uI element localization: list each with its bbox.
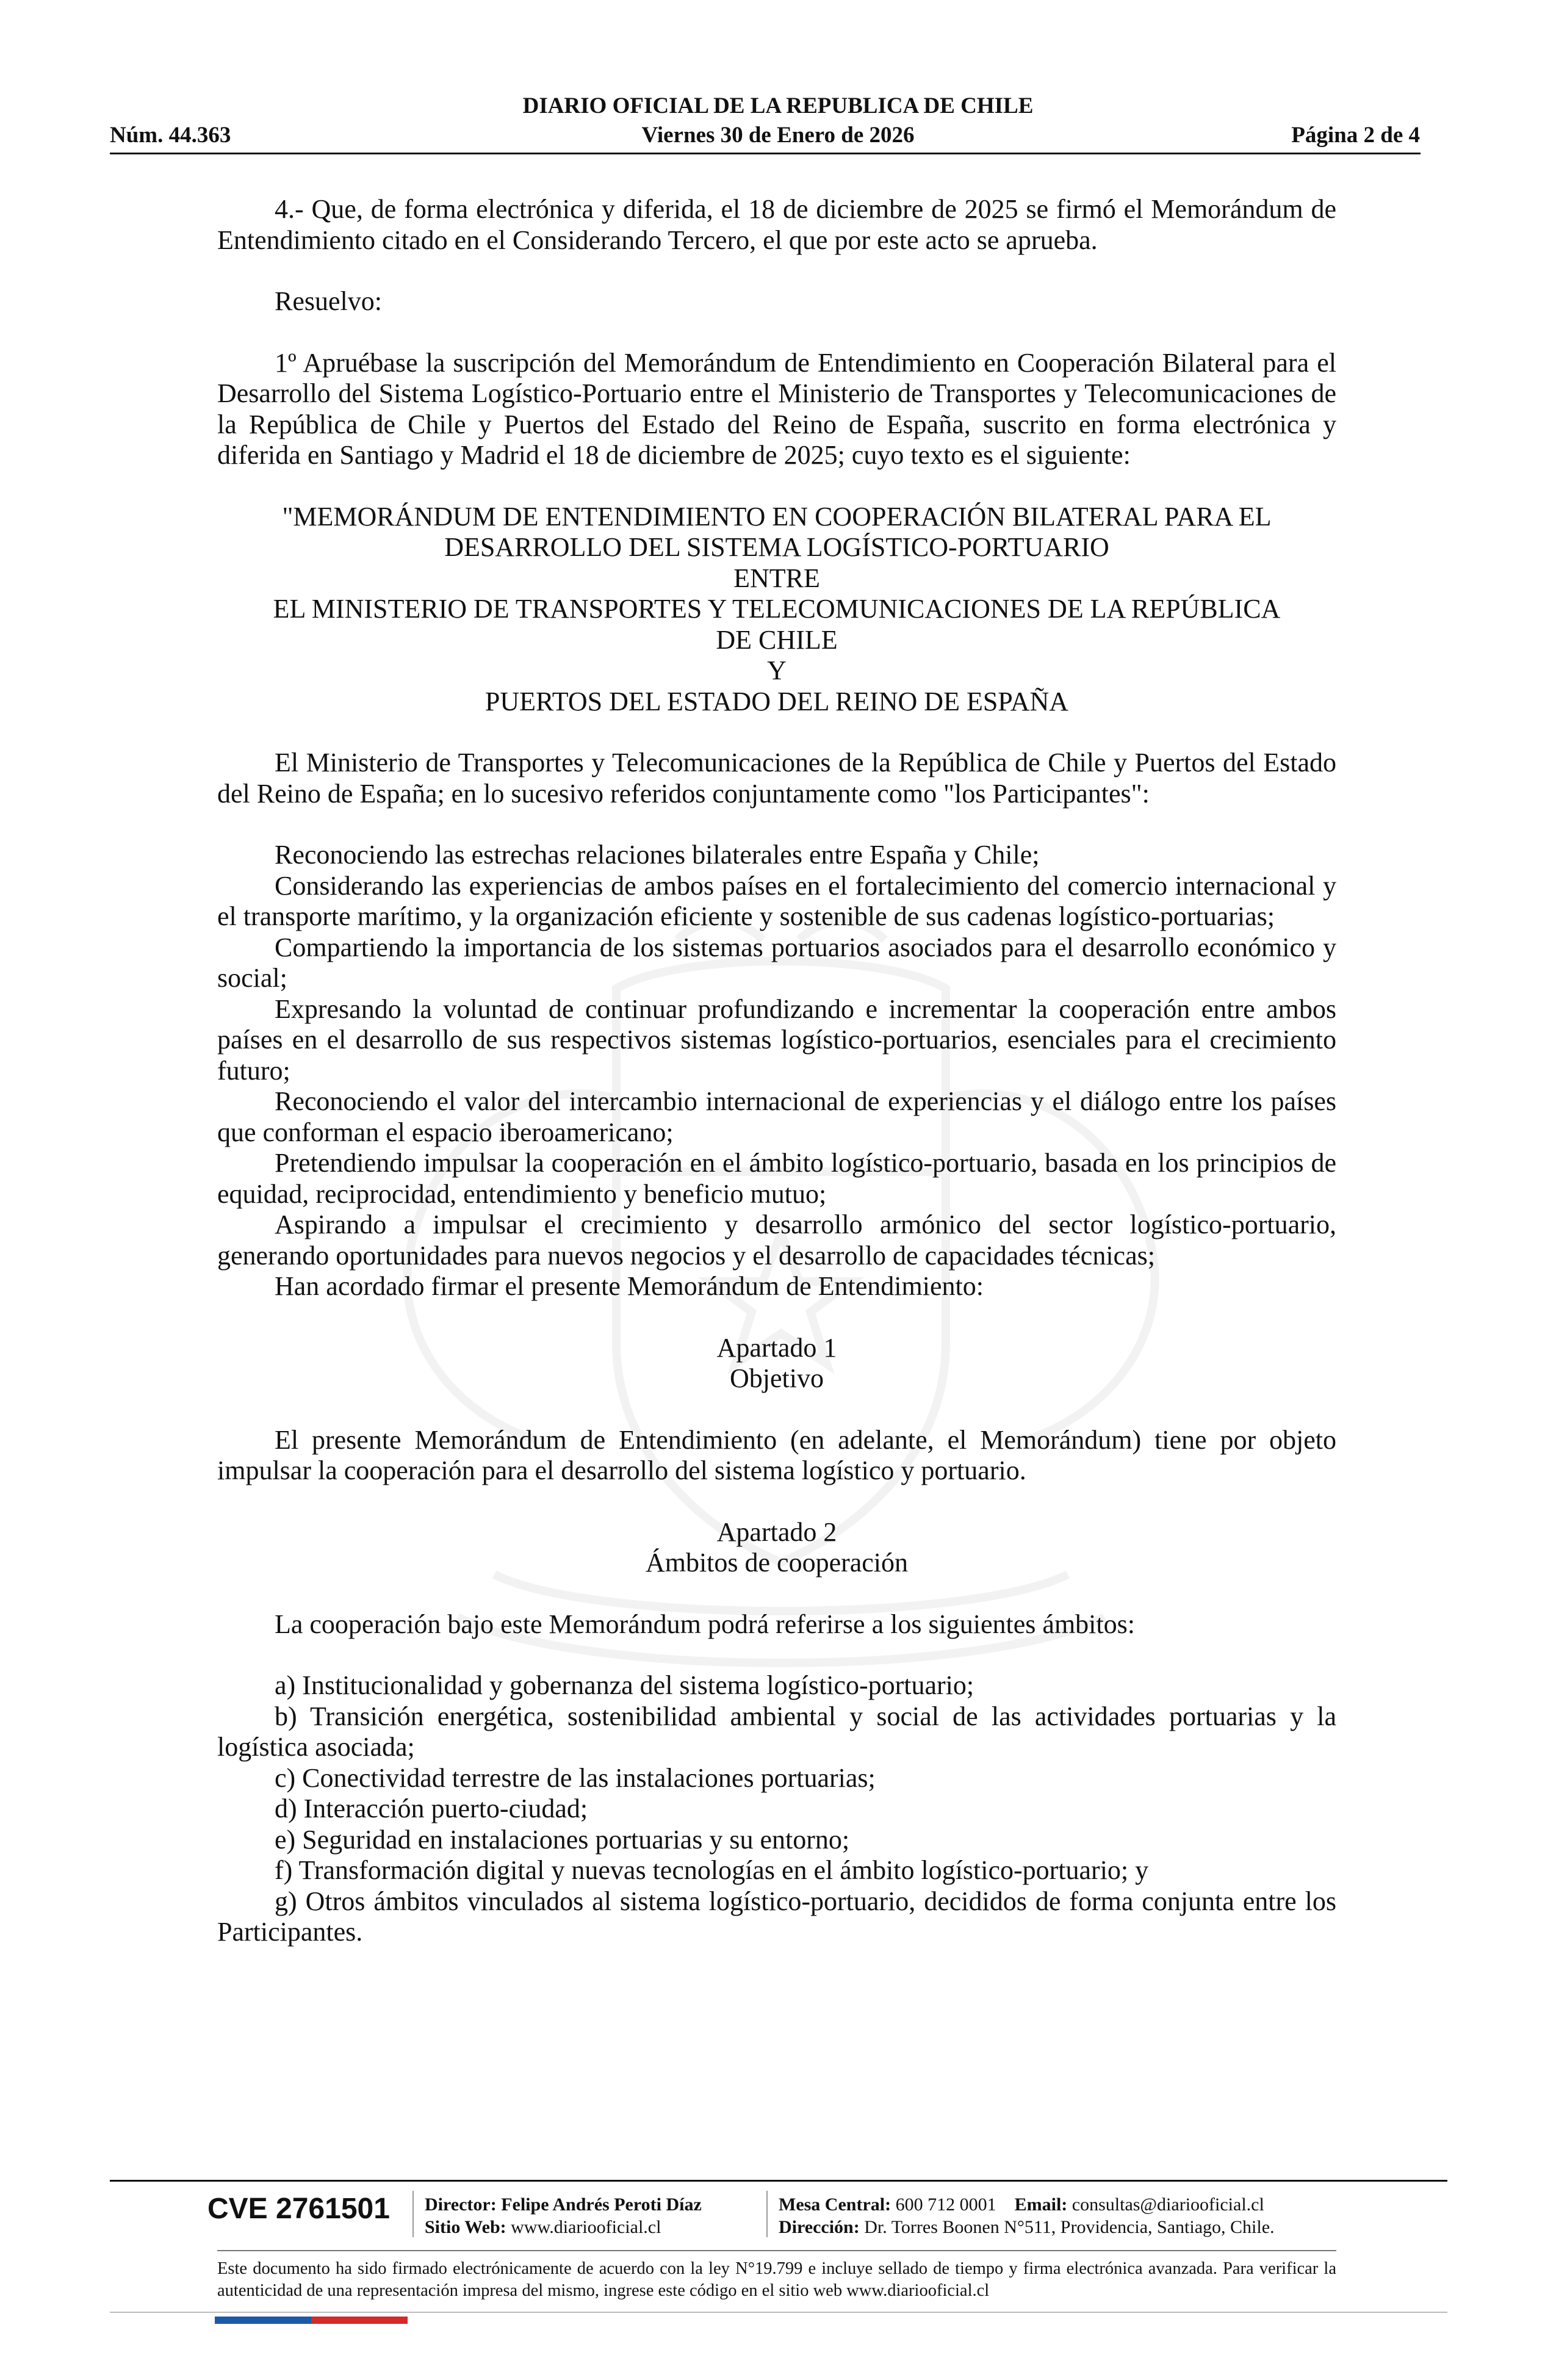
issue-date: Viernes 30 de Enero de 2026: [641, 123, 915, 148]
recitals-list: [217, 840, 1336, 1302]
section-1-text: El presente Memorándum de Entendimiento (en adelante, el Memorándum) tiene por objeto impulsar la cooperación para el desarrollo del sistema logístico y portuario.: [217, 1424, 1336, 1485]
director-name: Felipe Andrés Peroti Díaz: [501, 2194, 702, 2215]
page-indicator: Página 2 de 4: [1291, 123, 1420, 148]
memo-title-line: "MEMORÁNDUM DE ENTENDIMIENTO EN COOPERACIÓN BILATERAL PARA EL: [282, 501, 1272, 532]
document-body: [217, 194, 1336, 1948]
scope-item: f) Transformación digital y nuevas tecnologías en el ámbito logístico-portuario; y: [275, 1855, 1149, 1885]
memo-title-line: DE CHILE: [716, 624, 838, 655]
email-label: Email:: [1014, 2194, 1068, 2215]
resuelvo-heading: Resuelvo:: [275, 286, 382, 316]
recital-item: Reconociendo las estrechas relaciones bilaterales entre España y Chile;: [275, 840, 1040, 870]
memo-title-line: PUERTOS DEL ESTADO DEL REINO DE ESPAÑA: [484, 686, 1069, 716]
mesa-label: Mesa Central:: [779, 2194, 891, 2215]
scope-item: g) Otros ámbitos vinculados al sistema logístico-portuario, decididos de forma conjunta entre los Participantes.: [217, 1886, 1336, 1947]
section-1-title: Objetivo: [730, 1363, 824, 1393]
scope-item: e) Seguridad en instalaciones portuarias y su entorno;: [275, 1824, 850, 1855]
memo-title: [217, 502, 1336, 718]
footer-director-block: [425, 2193, 702, 2238]
memo-intro: El Ministerio de Transportes y Telecomunicaciones de la República de Chile y Puertos del Estado del Reino de España; en lo sucesivo referidos conjuntamente como "los Participantes":: [217, 748, 1336, 809]
footer-divider: [110, 2180, 1447, 2182]
recital-item: Pretendiendo impulsar la cooperación en el ámbito logístico-portuario, basada en los principios de equidad, reciprocidad, entendimiento y beneficio mutuo;: [217, 1148, 1336, 1209]
recital-item: Han acordado firmar el presente Memorándum de Entendimiento:: [275, 1271, 984, 1301]
scope-list: [217, 1670, 1336, 1948]
memo-title-line: Y: [767, 655, 787, 685]
scope-item: c) Conectividad terrestre de las instalaciones portuarias;: [275, 1762, 876, 1793]
legal-notice: Este documento ha sido firmado electrónicamente de acuerdo con la ley N°19.799 e incluye sellado de tiempo y firma electrónica avanzada. Para verificar la autenticidad de una representación impresa del mismo, ingrese este código en el sitio web www.diariooficial.cl: [217, 2259, 1336, 2300]
site-link[interactable]: www.diariooficial.cl: [511, 2217, 661, 2237]
footer-contact-block: [779, 2193, 1275, 2238]
footer-inner-divider: [217, 2250, 1336, 2251]
memo-title-line: EL MINISTERIO DE TRANSPORTES Y TELECOMUNICACIONES DE LA REPÚBLICA: [273, 594, 1281, 624]
footer-separator: [766, 2191, 768, 2237]
recital-item: Compartiendo la importancia de los sistemas portuarios asociados para el desarrollo económico y social;: [217, 932, 1336, 993]
resolution-1: 1º Apruébase la suscripción del Memorándum de Entendimiento en Cooperación Bilateral para el Desarrollo del Sistema Logístico-Portuario entre el Ministerio de Transportes y Telecomunicaciones de la República de Chile y Puertos del Estado del Reino de España, suscrito en forma electrónica y diferida en Santiago y Madrid el 18 de diciembre de 2025; cuyo texto es el siguiente:: [217, 347, 1336, 470]
recital-item: Considerando las experiencias de ambos países en el fortalecimiento del comercio internacional y el transporte marítimo, y la organización eficiente y sostenible de sus cadenas logístico-portuarias;: [217, 870, 1336, 931]
memo-title-line: ENTRE: [733, 563, 820, 593]
memo-title-line: DESARROLLO DEL SISTEMA LOGÍSTICO-PORTUARIO: [444, 532, 1109, 562]
recital-item: Reconociendo el valor del intercambio internacional de experiencias y el diálogo entre los países que conforman el espacio iberoamericano;: [217, 1086, 1336, 1147]
section-2-intro: La cooperación bajo este Memorándum podrá referirse a los siguientes ámbitos:: [275, 1609, 1135, 1639]
director-label: Director:: [425, 2194, 497, 2215]
header-divider: [110, 153, 1421, 154]
flag-stripe: [215, 2317, 408, 2324]
site-label: Sitio Web:: [425, 2217, 506, 2237]
address-value: Dr. Torres Boonen N°511, Providencia, Santiago, Chile.: [864, 2217, 1275, 2237]
recital-item: Expresando la voluntad de continuar profundizando e incrementar la cooperación entre ambos países en el desarrollo de sus respectivos sistemas logístico-portuarios, esenciales para el crecimiento futuro;: [217, 993, 1336, 1086]
flag-red-segment: [311, 2317, 408, 2324]
scope-item: d) Interacción puerto-ciudad;: [275, 1794, 588, 1823]
scope-item: b) Transición energética, sostenibilidad ambiental y social de las actividades portuarias y la logística asociada;: [217, 1701, 1336, 1762]
section-1-heading: Apartado 1: [716, 1332, 837, 1363]
section-2-heading: Apartado 2: [716, 1516, 837, 1547]
address-label: Dirección:: [779, 2217, 860, 2237]
footer-separator: [412, 2191, 414, 2237]
scope-item: a) Institucionalidad y gobernanza del sistema logístico-portuario;: [275, 1670, 974, 1700]
cve-code: CVE 2761501: [207, 2193, 390, 2225]
recital-item: Aspirando a impulsar el crecimiento y desarrollo armónico del sector logístico-portuario, generando oportunidades para nuevos negocios y el desarrollo de capacidades técnicas;: [217, 1210, 1336, 1271]
paragraph-4: 4.- Que, de forma electrónica y diferida, el 18 de diciembre de 2025 se firmó el Memorándum de Entendimiento citado en el Considerando Tercero, el que por este acto se aprueba.: [217, 194, 1336, 255]
flag-blue-segment: [215, 2317, 311, 2324]
email-link[interactable]: consultas@diariooficial.cl: [1072, 2194, 1264, 2215]
mesa-phone: 600 712 0001: [895, 2194, 996, 2215]
footer-bottom-rule: [110, 2312, 1447, 2313]
gazette-title: DIARIO OFICIAL DE LA REPUBLICA DE CHILE: [522, 93, 1034, 118]
issue-number: Núm. 44.363: [110, 123, 231, 148]
section-2-title: Ámbitos de cooperación: [645, 1548, 909, 1578]
